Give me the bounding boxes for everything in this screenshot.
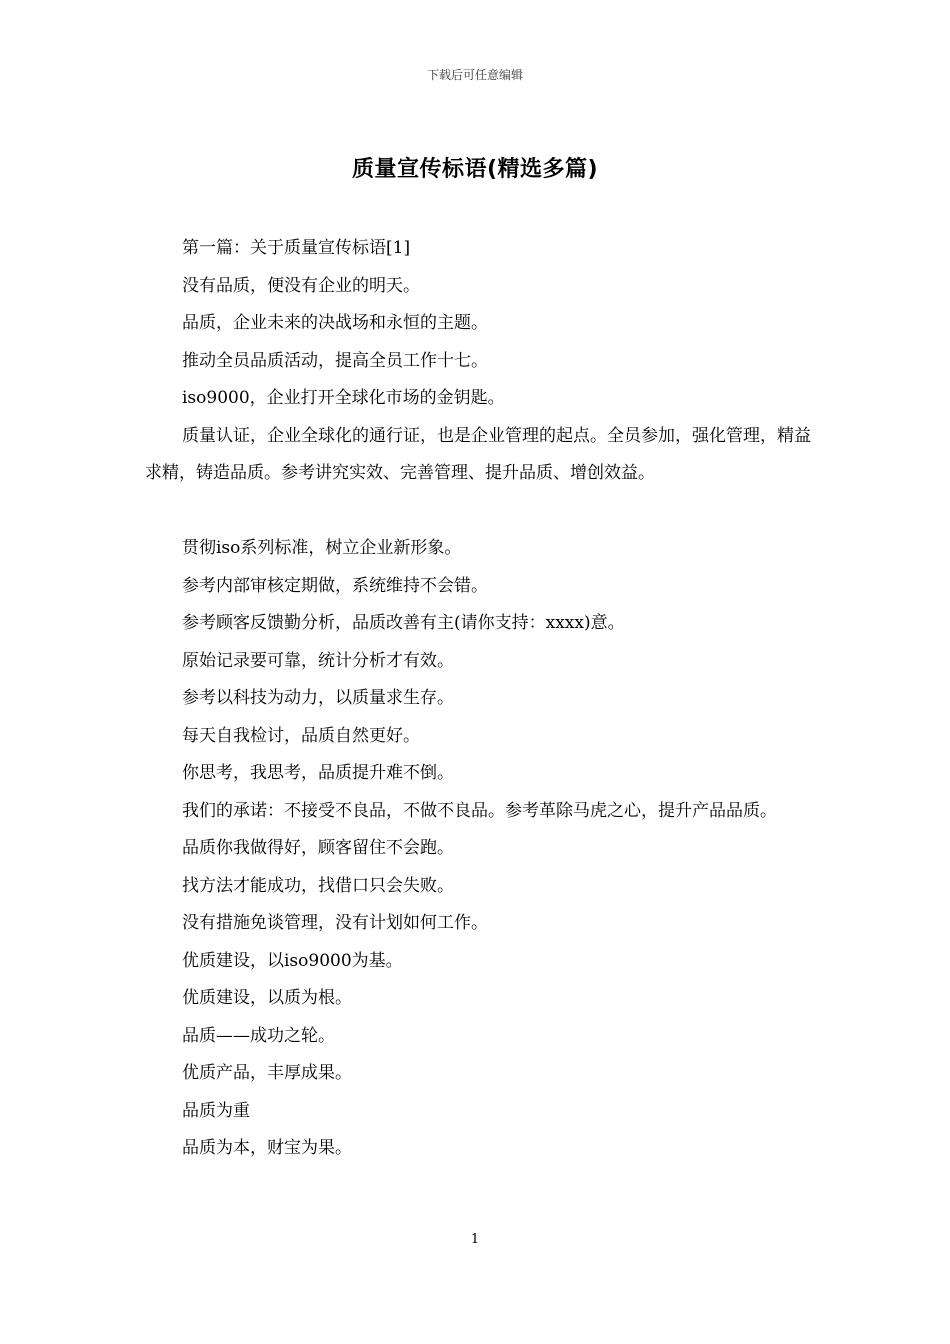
paragraph: iso9000，企业打开全球化市场的金钥匙。 [182, 388, 505, 408]
paragraph: 每天自我检讨，品质自然更好。 [182, 725, 420, 746]
paragraph-section-heading: 第一篇：关于质量宣传标语[1] [182, 238, 411, 258]
paragraph: 质量认证，企业全球化的通行证，也是企业管理的起点。全员参加，强化管理，精益求精，铸造品质。参考讲究实效、完善管理、提升品质、增创效益。 [145, 425, 811, 483]
paragraph: 找方法才能成功，找借口只会失败。 [182, 875, 454, 896]
document-body [145, 230, 825, 1168]
paragraph: 我们的承诺：不接受不良品，不做不良品。参考革除马虎之心，提升产品品质。 [182, 800, 777, 821]
paragraph: 品质为重 [182, 1100, 250, 1121]
paragraph: 优质建设，以iso9000为基。 [182, 950, 403, 971]
header-note: 下载后可任意编辑 [426, 68, 523, 82]
blank-line [145, 493, 825, 531]
paragraph: 品质为本，财宝为果。 [182, 1138, 352, 1158]
paragraph: 优质建设，以质为根。 [182, 988, 352, 1008]
paragraph: 品质你我做得好，顾客留住不会跑。 [182, 838, 454, 858]
paragraph: 品质，企业未来的决战场和永恒的主题。 [182, 313, 488, 333]
paragraph: 优质产品，丰厚成果。 [182, 1063, 352, 1083]
paragraph: 参考顾客反馈勤分析，品质改善有主(请你支持：xxxx)意。 [182, 613, 625, 633]
paragraph: 推动全员品质活动，提高全员工作十七。 [182, 350, 488, 371]
document-title: 质量宣传标语(精选多篇) [351, 157, 599, 182]
paragraph: 没有措施免谈管理，没有计划如何工作。 [182, 913, 488, 933]
paragraph: 原始记录要可靠，统计分析才有效。 [182, 650, 454, 671]
paragraph: 品质——成功之轮。 [182, 1025, 335, 1046]
paragraph: 参考以科技为动力，以质量求生存。 [182, 688, 454, 708]
page-number: 1 [470, 1232, 480, 1247]
paragraph: 没有品质，便没有企业的明天。 [182, 275, 420, 296]
paragraph: 你思考，我思考，品质提升难不倒。 [182, 763, 454, 783]
paragraph: 参考内部审核定期做，系统维持不会错。 [182, 575, 488, 596]
paragraph: 贯彻iso系列标准，树立企业新形象。 [182, 538, 462, 558]
